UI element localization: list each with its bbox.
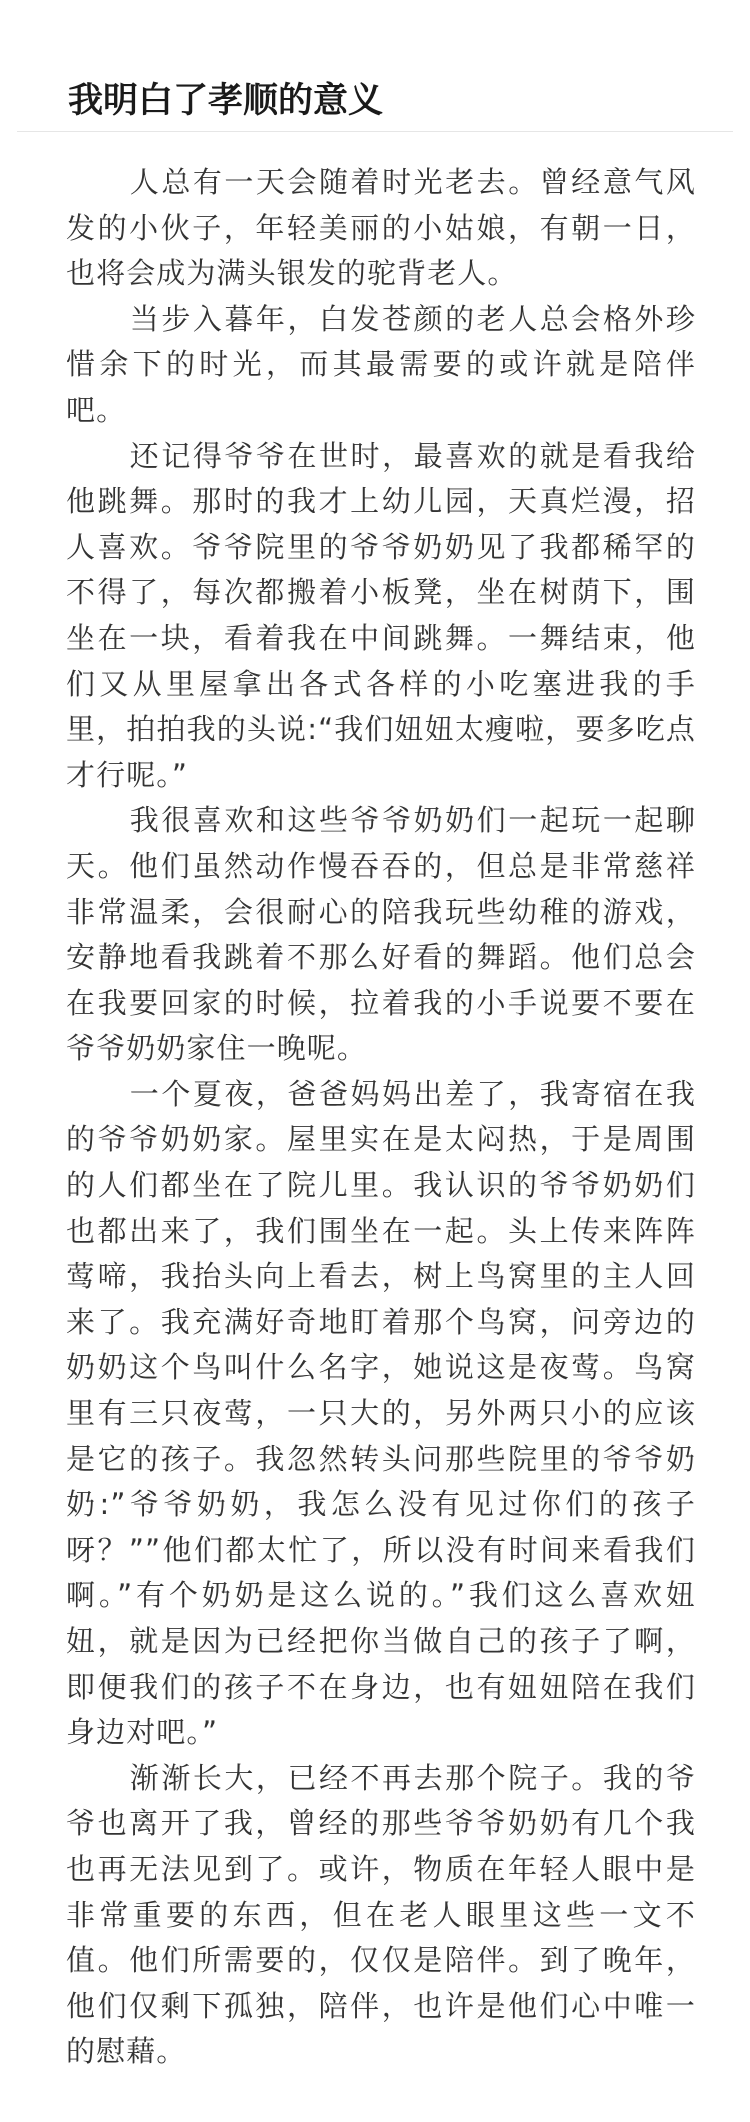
title-divider: [17, 131, 733, 132]
page-title: 我明白了孝顺的意义: [68, 81, 384, 122]
paragraph-5: 一个夏夜，爸爸妈妈出差了，我寄宿在我的爷爷奶奶家。屋里实在是太闷热，于是周围的人们都坐在了院儿里。我认识的爷爷奶奶们也都出来了，我们围坐在一起。头上传来阵阵莺啼，我抬头向上看去，树上鸟窝里的主人回来了。我充满好奇地盯着那个鸟窝，问旁边的奶奶这个鸟叫什么名字，她说这是夜莺。鸟窝里有三只夜莺，一只大的，另外两只小的应该是它的孩子。我忽然转头问那些院里的爷爷奶奶:”爷爷奶奶，我怎么没有见过你们的孩子呀？””他们都太忙了，所以没有时间来看我们啊。”有个奶奶是这么说的。”我们这么喜欢妞妞，就是因为已经把你当做自己的孩子了啊，即便我们的孩子不在身边，也有妞妞陪在我们身边对吧。”: [66, 1076, 696, 1750]
paragraph-2: 当步入暮年，白发苍颜的老人总会格外珍惜余下的时光，而其最需要的或许就是陪伴吧。: [66, 301, 696, 427]
paragraph-1: 人总有一天会随着时光老去。曾经意气风发的小伙子，年轻美丽的小姑娘，有朝一日，也将会成为满头银发的驼背老人。: [66, 165, 696, 291]
paragraph-3: 还记得爷爷在世时，最喜欢的就是看我给他跳舞。那时的我才上幼儿园，天真烂漫，招人喜欢。爷爷院里的爷爷奶奶见了我都稀罕的不得了，每次都搬着小板凳，坐在树荫下，围坐在一块，看着我在中间跳舞。一舞结束，他们又从里屋拿出各式各样的小吃塞进我的手里，拍拍我的头说:“我们妞妞太瘦啦，要多吃点才行呢。”: [66, 438, 696, 792]
paragraph-6: 渐渐长大，已经不再去那个院子。我的爷爷也离开了我，曾经的那些爷爷奶奶有几个我也再无法见到了。或许，物质在年轻人眼中是非常重要的东西，但在老人眼里这些一文不值。他们所需要的，仅仅是陪伴。到了晚年，他们仅剩下孤独，陪伴，也许是他们心中唯一的慰藉。: [66, 1760, 696, 2069]
paragraph-4: 我很喜欢和这些爷爷奶奶们一起玩一起聊天。他们虽然动作慢吞吞的，但总是非常慈祥非常温柔，会很耐心的陪我玩些幼稚的游戏，安静地看我跳着不那么好看的舞蹈。他们总会在我要回家的时候，拉着我的小手说要不要在爷爷奶奶家住一晚呢。: [66, 803, 696, 1066]
article-body: [66, 160, 696, 2075]
